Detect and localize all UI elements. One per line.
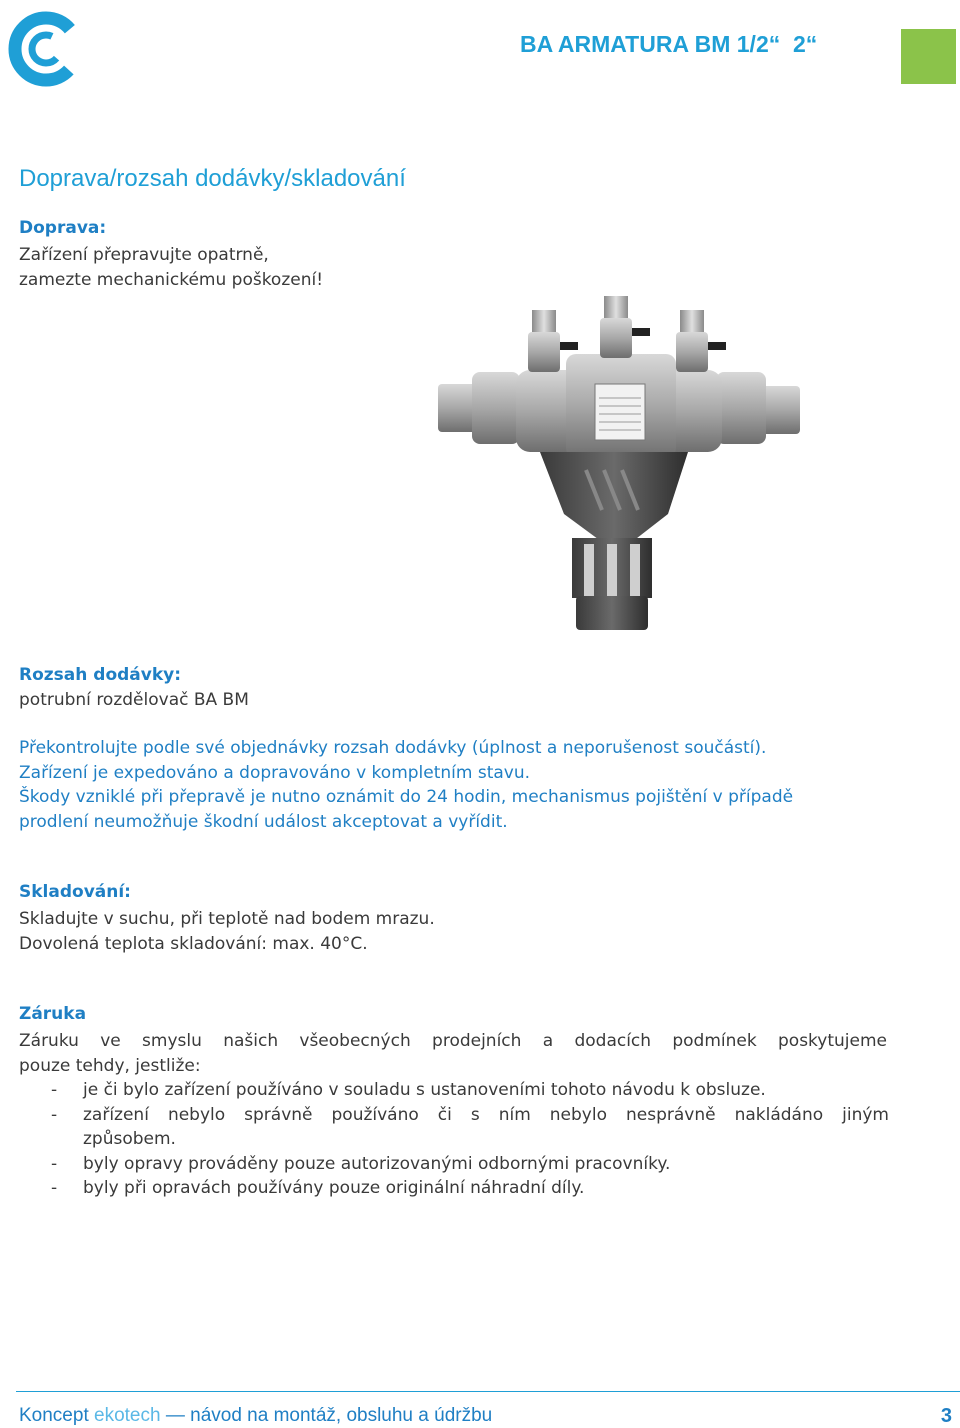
transport-line: Zařízení přepravujte opatrně, bbox=[19, 245, 269, 265]
footer-brand: Koncept bbox=[19, 1405, 89, 1426]
list-item-line: zařízení nebylo správně používáno či s ním nebylo nesprávně nakládáno jiným bbox=[83, 1104, 889, 1125]
list-item-text: byly opravy prováděny pouze autorizovanými odbornými pracovníky. bbox=[83, 1153, 671, 1174]
delivery-label: Rozsah dodávky: bbox=[19, 665, 182, 685]
list-item bbox=[19, 1103, 889, 1152]
list-dash: - bbox=[51, 1153, 58, 1174]
list-dash: - bbox=[51, 1178, 58, 1198]
list-item bbox=[19, 1078, 889, 1103]
document-title: BA ARMATURA BM 1/2“ 2“ bbox=[520, 31, 818, 57]
delivery-item: potrubní rozdělovač BA BM bbox=[19, 690, 249, 710]
storage-text bbox=[19, 907, 435, 956]
warranty-intro-line: Záruku ve smyslu našich všeobecných prodejních a dodacích podmínek poskytujeme bbox=[19, 1031, 887, 1051]
footer-brand-highlight: ekotech bbox=[94, 1405, 161, 1426]
list-dash: - bbox=[51, 1104, 58, 1125]
list-item-text: je či bylo zařízení používáno v souladu s ustanoveními tohoto návodu k obsluze. bbox=[83, 1080, 766, 1100]
warranty-label: Záruka bbox=[19, 1004, 87, 1024]
list-item-text: byly při opravách používány pouze originální náhradní díly. bbox=[83, 1178, 585, 1198]
storage-line: Skladujte v suchu, při teplotě nad bodem mrazu. bbox=[19, 909, 435, 929]
delivery-line: prodlení neumožňuje škodní událost akceptovat a vyřídit. bbox=[19, 811, 508, 832]
warranty-conditions-list bbox=[19, 1078, 889, 1201]
storage-label: Skladování: bbox=[19, 882, 131, 902]
footer-text bbox=[19, 1405, 492, 1427]
list-dash: - bbox=[51, 1080, 58, 1100]
list-item bbox=[19, 1152, 889, 1177]
company-logo bbox=[6, 6, 90, 90]
storage-line: Dovolená teplota skladování: max. 40°C. bbox=[19, 933, 368, 954]
list-item bbox=[19, 1176, 889, 1201]
page-number: 3 bbox=[940, 1405, 952, 1427]
section-title: Doprava/rozsah dodávky/skladování bbox=[19, 165, 406, 192]
delivery-line: Překontrolujte podle své objednávky rozsah dodávky (úplnost a neporušenost součástí). bbox=[19, 738, 767, 758]
valve-product-photo bbox=[432, 292, 804, 634]
transport-line: zamezte mechanickému poškození! bbox=[19, 269, 324, 290]
delivery-text bbox=[19, 736, 793, 834]
footer-divider bbox=[16, 1391, 960, 1392]
transport-text bbox=[19, 243, 323, 292]
accent-square bbox=[901, 29, 956, 84]
list-item-text bbox=[83, 1103, 889, 1152]
warranty-intro bbox=[19, 1029, 887, 1078]
warranty-intro-line: pouze tehdy, jestliže: bbox=[19, 1055, 201, 1076]
footer-description: — návod na montáž, obsluhu a údržbu bbox=[165, 1405, 493, 1426]
list-item-line: způsobem. bbox=[83, 1129, 176, 1149]
delivery-line: Zařízení je expedováno a dopravováno v kompletním stavu. bbox=[19, 762, 531, 783]
delivery-line: Škody vzniklé při přepravě je nutno oznámit do 24 hodin, mechanismus pojištění v případě bbox=[19, 787, 794, 807]
transport-label: Doprava: bbox=[19, 218, 107, 238]
